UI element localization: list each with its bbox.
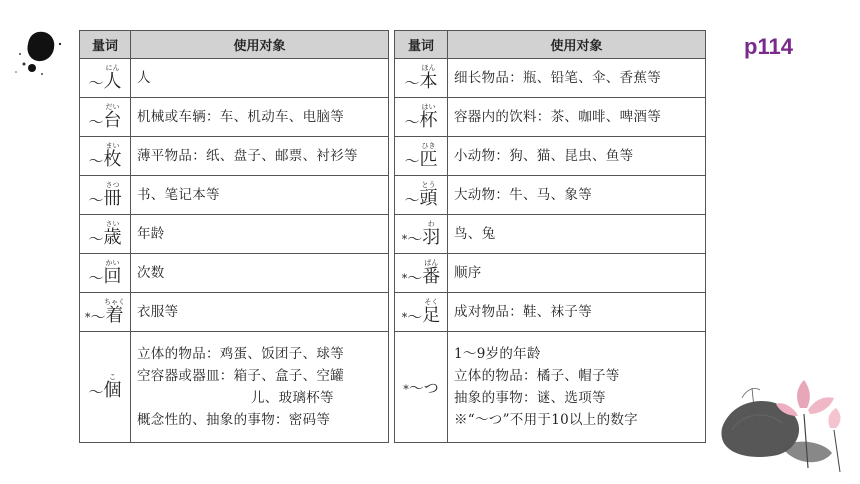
- tilde-mark: ～: [407, 229, 423, 248]
- usage-line: 衣服等: [137, 304, 179, 320]
- usage-cell-right: [448, 332, 706, 443]
- counter-kanji: 歳: [103, 226, 122, 248]
- asterisk-mark: *: [401, 310, 408, 324]
- usage-line: 书、笔记本等: [137, 187, 220, 203]
- header-counter-right: 量词: [395, 31, 448, 59]
- counter-kana: つ: [423, 378, 439, 397]
- counter-kanji: 枚: [103, 148, 122, 170]
- furigana-reading: はい: [419, 102, 438, 111]
- tilde-mark: ～: [407, 268, 423, 287]
- asterisk-mark: *: [403, 382, 409, 396]
- furigana-reading: だい: [103, 102, 122, 111]
- header-counter: 量词: [80, 31, 131, 59]
- counter-cell-left: [80, 176, 131, 215]
- usage-line: 小动物：狗、猫、昆虫、鱼等: [454, 148, 634, 164]
- counter-cell-right: [395, 98, 448, 137]
- tilde-mark: ～: [88, 112, 104, 131]
- tilde-mark: ～: [404, 190, 420, 209]
- usage-line: 抽象的事物：谜、选项等: [454, 390, 606, 406]
- tilde-mark: ～: [88, 151, 104, 170]
- furigana-reading: さい: [103, 219, 122, 228]
- usage-line: 成对物品：鞋、袜子等: [454, 304, 592, 320]
- usage-line: ※“～つ”不用于10以上的数字: [454, 412, 638, 428]
- usage-cell-left: [131, 59, 389, 98]
- table-row: [80, 215, 706, 254]
- usage-cell-right: [448, 137, 706, 176]
- usage-cell-right: [448, 293, 706, 332]
- furigana-reading: かい: [103, 258, 122, 267]
- counter-kanji: 回: [103, 265, 122, 287]
- usage-line: 立体的物品：鸡蛋、饭团子、球等: [137, 346, 344, 362]
- asterisk-mark: *: [401, 232, 408, 246]
- counter-kanji: 個: [103, 379, 122, 401]
- asterisk-mark: *: [84, 310, 91, 324]
- furigana-reading: ばん: [422, 258, 441, 267]
- counter-kanji: 頭: [419, 187, 438, 209]
- counter-kanji: 羽: [422, 226, 441, 248]
- counter-cell-left: [80, 59, 131, 98]
- usage-line: 人: [137, 70, 151, 86]
- furigana-reading: とう: [419, 180, 438, 189]
- ink-blot-decoration: [8, 24, 78, 84]
- usage-cell-right: [448, 215, 706, 254]
- usage-line: 容器内的饮料：茶、咖啡、啤酒等: [454, 109, 661, 125]
- asterisk-mark: *: [401, 271, 408, 285]
- usage-line: 年龄: [137, 226, 165, 242]
- counter-cell-left: [80, 332, 131, 443]
- counter-cell-left: [80, 137, 131, 176]
- usage-cell-right: [448, 59, 706, 98]
- usage-line: 儿、玻璃杯等: [251, 390, 334, 406]
- counter-cell-right: [395, 215, 448, 254]
- counter-cell-left: [80, 215, 131, 254]
- usage-line: 机械或车辆：车、机动车、电脑等: [137, 109, 344, 125]
- tilde-mark: ～: [404, 73, 420, 92]
- counter-kanji: 冊: [103, 187, 122, 209]
- table-row: [80, 254, 706, 293]
- usage-cell-left: [131, 98, 389, 137]
- counter-cell-right: [395, 254, 448, 293]
- usage-line: 鸟、兔: [454, 226, 496, 242]
- usage-line: 细长物品：瓶、铅笔、伞、香蕉等: [454, 70, 661, 86]
- usage-cell-left: [131, 293, 389, 332]
- counter-cell-right: [395, 176, 448, 215]
- tilde-mark: ～: [408, 378, 424, 397]
- table-row: [80, 98, 706, 137]
- counter-word-table: [79, 30, 706, 443]
- counter-cell-right: [395, 137, 448, 176]
- tilde-mark: ～: [88, 190, 104, 209]
- tilde-mark: ～: [88, 73, 104, 92]
- usage-cell-left: [131, 137, 389, 176]
- counter-kanji: 匹: [419, 148, 438, 170]
- table-header-row: [80, 31, 706, 59]
- furigana-reading: ちゃく: [104, 297, 125, 306]
- usage-cell-right: [448, 254, 706, 293]
- usage-cell-left: [131, 254, 389, 293]
- usage-line: 概念性的、抽象的事物：密码等: [137, 412, 331, 428]
- header-usage-right: 使用对象: [448, 31, 706, 59]
- counter-kanji: 台: [103, 109, 122, 131]
- table-row: [80, 59, 706, 98]
- usage-cell-left: [131, 332, 389, 443]
- tilde-mark: ～: [88, 382, 104, 401]
- usage-cell-right: [448, 176, 706, 215]
- furigana-reading: まい: [103, 141, 122, 150]
- usage-line: 1～9岁的年龄: [454, 346, 541, 362]
- tilde-mark: ～: [407, 307, 423, 326]
- table-row: [80, 293, 706, 332]
- counter-kanji: 人: [103, 70, 122, 92]
- furigana-reading: こ: [103, 372, 122, 381]
- counter-kanji: 着: [104, 304, 125, 326]
- tilde-mark: ～: [404, 112, 420, 131]
- usage-line: 次数: [137, 265, 165, 281]
- tilde-mark: ～: [404, 151, 420, 170]
- counter-kanji: 番: [422, 265, 441, 287]
- table-row: [80, 176, 706, 215]
- furigana-reading: ほん: [419, 63, 438, 72]
- tilde-mark: ～: [90, 307, 106, 326]
- usage-line: 大动物：牛、马、象等: [454, 187, 592, 203]
- counter-kanji: 杯: [419, 109, 438, 131]
- furigana-reading: ひき: [419, 141, 438, 150]
- counter-cell-right: [395, 59, 448, 98]
- table-row: [80, 137, 706, 176]
- usage-cell-right: [448, 98, 706, 137]
- counter-cell-left: [80, 254, 131, 293]
- usage-line: 顺序: [454, 265, 482, 281]
- counter-cell-left: [80, 293, 131, 332]
- furigana-reading: にん: [103, 63, 122, 72]
- lotus-painting-decoration: [712, 368, 860, 478]
- header-usage: 使用对象: [131, 31, 389, 59]
- counter-cell-right: [395, 293, 448, 332]
- furigana-reading: さつ: [103, 180, 122, 189]
- counter-kanji: 足: [422, 304, 441, 326]
- counter-kanji: 本: [419, 70, 438, 92]
- counter-cell-left: [80, 98, 131, 137]
- tilde-mark: ～: [88, 229, 104, 248]
- furigana-reading: そく: [422, 297, 441, 306]
- page-number-label: p114: [744, 34, 793, 59]
- usage-line: 立体的物品：橘子、帽子等: [454, 368, 620, 384]
- tilde-mark: ～: [88, 268, 104, 287]
- usage-cell-left: [131, 215, 389, 254]
- usage-line: 空容器或器皿：箱子、盒子、空罐: [137, 368, 344, 384]
- usage-cell-left: [131, 176, 389, 215]
- furigana-reading: わ: [422, 219, 441, 228]
- counter-cell-right: [395, 332, 448, 443]
- table-row: [80, 332, 706, 443]
- usage-line: 薄平物品：纸、盘子、邮票、衬衫等: [137, 148, 358, 164]
